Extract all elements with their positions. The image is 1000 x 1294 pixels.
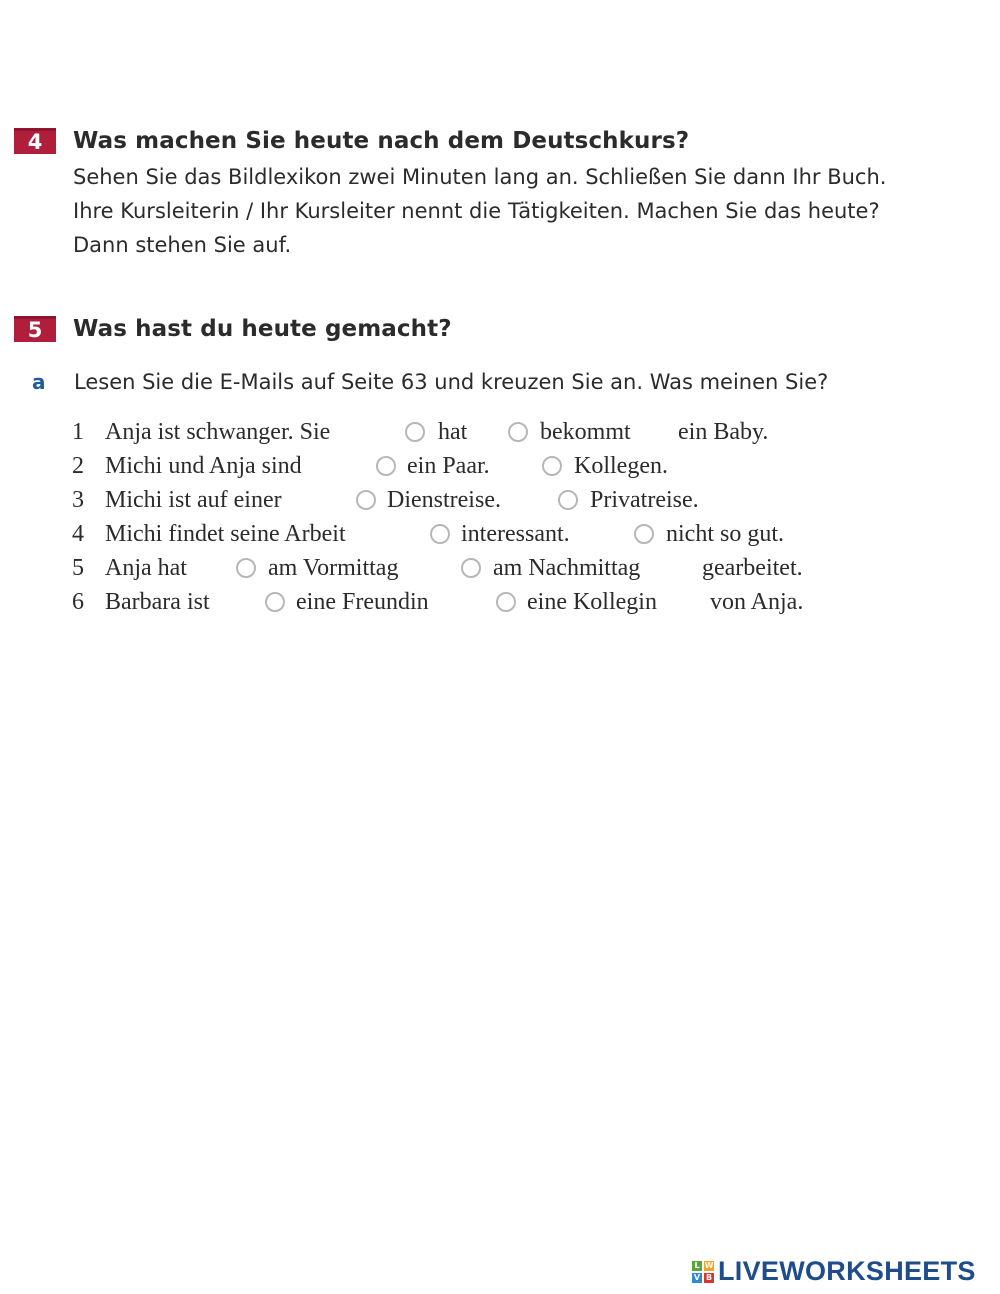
radio-option-2[interactable] xyxy=(461,558,481,578)
logo-mark-cell: L xyxy=(692,1261,702,1271)
item-ending: ein Baby. xyxy=(678,419,769,445)
radio-option-2[interactable] xyxy=(634,524,654,544)
logo-mark-icon xyxy=(692,1261,714,1283)
instruction-line: Ihre Kursleiterin / Ihr Kursleiter nennt die Tätigkeiten. Machen Sie das heute? xyxy=(73,199,880,223)
item-number: 1 xyxy=(72,419,84,445)
item-stem: Anja hat xyxy=(105,555,187,581)
exercise-4-header xyxy=(14,124,994,158)
radio-option-2[interactable] xyxy=(558,490,578,510)
radio-option-2[interactable] xyxy=(496,592,516,612)
exercise-4-number-badge: 4 xyxy=(14,128,56,154)
radio-option-1[interactable] xyxy=(236,558,256,578)
option-2-label: eine Kollegin xyxy=(527,589,657,615)
item-stem: Barbara ist xyxy=(105,589,210,615)
option-1-label: Dienstreise. xyxy=(387,487,501,513)
item-number: 3 xyxy=(72,487,84,513)
option-1-label: am Vormittag xyxy=(268,555,399,581)
item-number: 2 xyxy=(72,453,84,479)
radio-option-1[interactable] xyxy=(430,524,450,544)
exercise-4 xyxy=(14,124,994,262)
exercise-5a xyxy=(32,366,828,398)
radio-option-2[interactable] xyxy=(508,422,528,442)
instruction-line: Dann stehen Sie auf. xyxy=(73,233,292,257)
option-2-label: nicht so gut. xyxy=(666,521,784,547)
exercise-4-title: Was machen Sie heute nach dem Deutschkurs? xyxy=(73,128,690,154)
sub-exercise-letter: a xyxy=(32,370,46,394)
exercise-5-number-badge: 5 xyxy=(14,316,56,342)
radio-option-1[interactable] xyxy=(265,592,285,612)
exercise-5 xyxy=(14,312,994,346)
radio-option-1[interactable] xyxy=(405,422,425,442)
radio-option-1[interactable] xyxy=(356,490,376,510)
item-ending: von Anja. xyxy=(710,589,804,615)
item-stem: Michi und Anja sind xyxy=(105,453,302,479)
item-stem: Michi ist auf einer xyxy=(105,487,282,513)
logo-mark-cell: B xyxy=(705,1272,713,1282)
logo-mark-cell: V xyxy=(693,1272,701,1282)
instruction-line: Sehen Sie das Bildlexikon zwei Minuten lang an. Schließen Sie dann Ihr Buch. xyxy=(73,165,887,189)
item-stem: Anja ist schwanger. Sie xyxy=(105,419,331,445)
item-number: 4 xyxy=(72,521,84,547)
sub-exercise-instruction: Lesen Sie die E-Mails auf Seite 63 und kreuzen Sie an. Was meinen Sie? xyxy=(74,370,829,394)
option-2-label: Kollegen. xyxy=(574,453,668,479)
radio-option-1[interactable] xyxy=(376,456,396,476)
option-2-label: am Nachmittag xyxy=(493,555,641,581)
radio-option-2[interactable] xyxy=(542,456,562,476)
option-1-label: hat xyxy=(438,419,468,445)
logo-text: LIVEWORKSHEETS xyxy=(718,1256,976,1286)
exercise-5-header xyxy=(14,312,994,346)
option-1-label: interessant. xyxy=(461,521,570,547)
liveworksheets-logo xyxy=(692,1256,976,1287)
item-number: 5 xyxy=(72,555,84,581)
exercise-5-title: Was hast du heute gemacht? xyxy=(73,316,452,342)
item-stem: Michi findet seine Arbeit xyxy=(105,521,346,547)
option-1-label: ein Paar. xyxy=(407,453,490,479)
item-ending: gearbeitet. xyxy=(702,555,803,581)
option-1-label: eine Freundin xyxy=(296,589,429,615)
option-2-label: Privatreise. xyxy=(590,487,699,513)
item-number: 6 xyxy=(72,589,84,615)
logo-mark-cell: W xyxy=(704,1260,714,1270)
option-2-label: bekommt xyxy=(540,419,631,445)
exercise-4-instructions xyxy=(73,160,993,262)
